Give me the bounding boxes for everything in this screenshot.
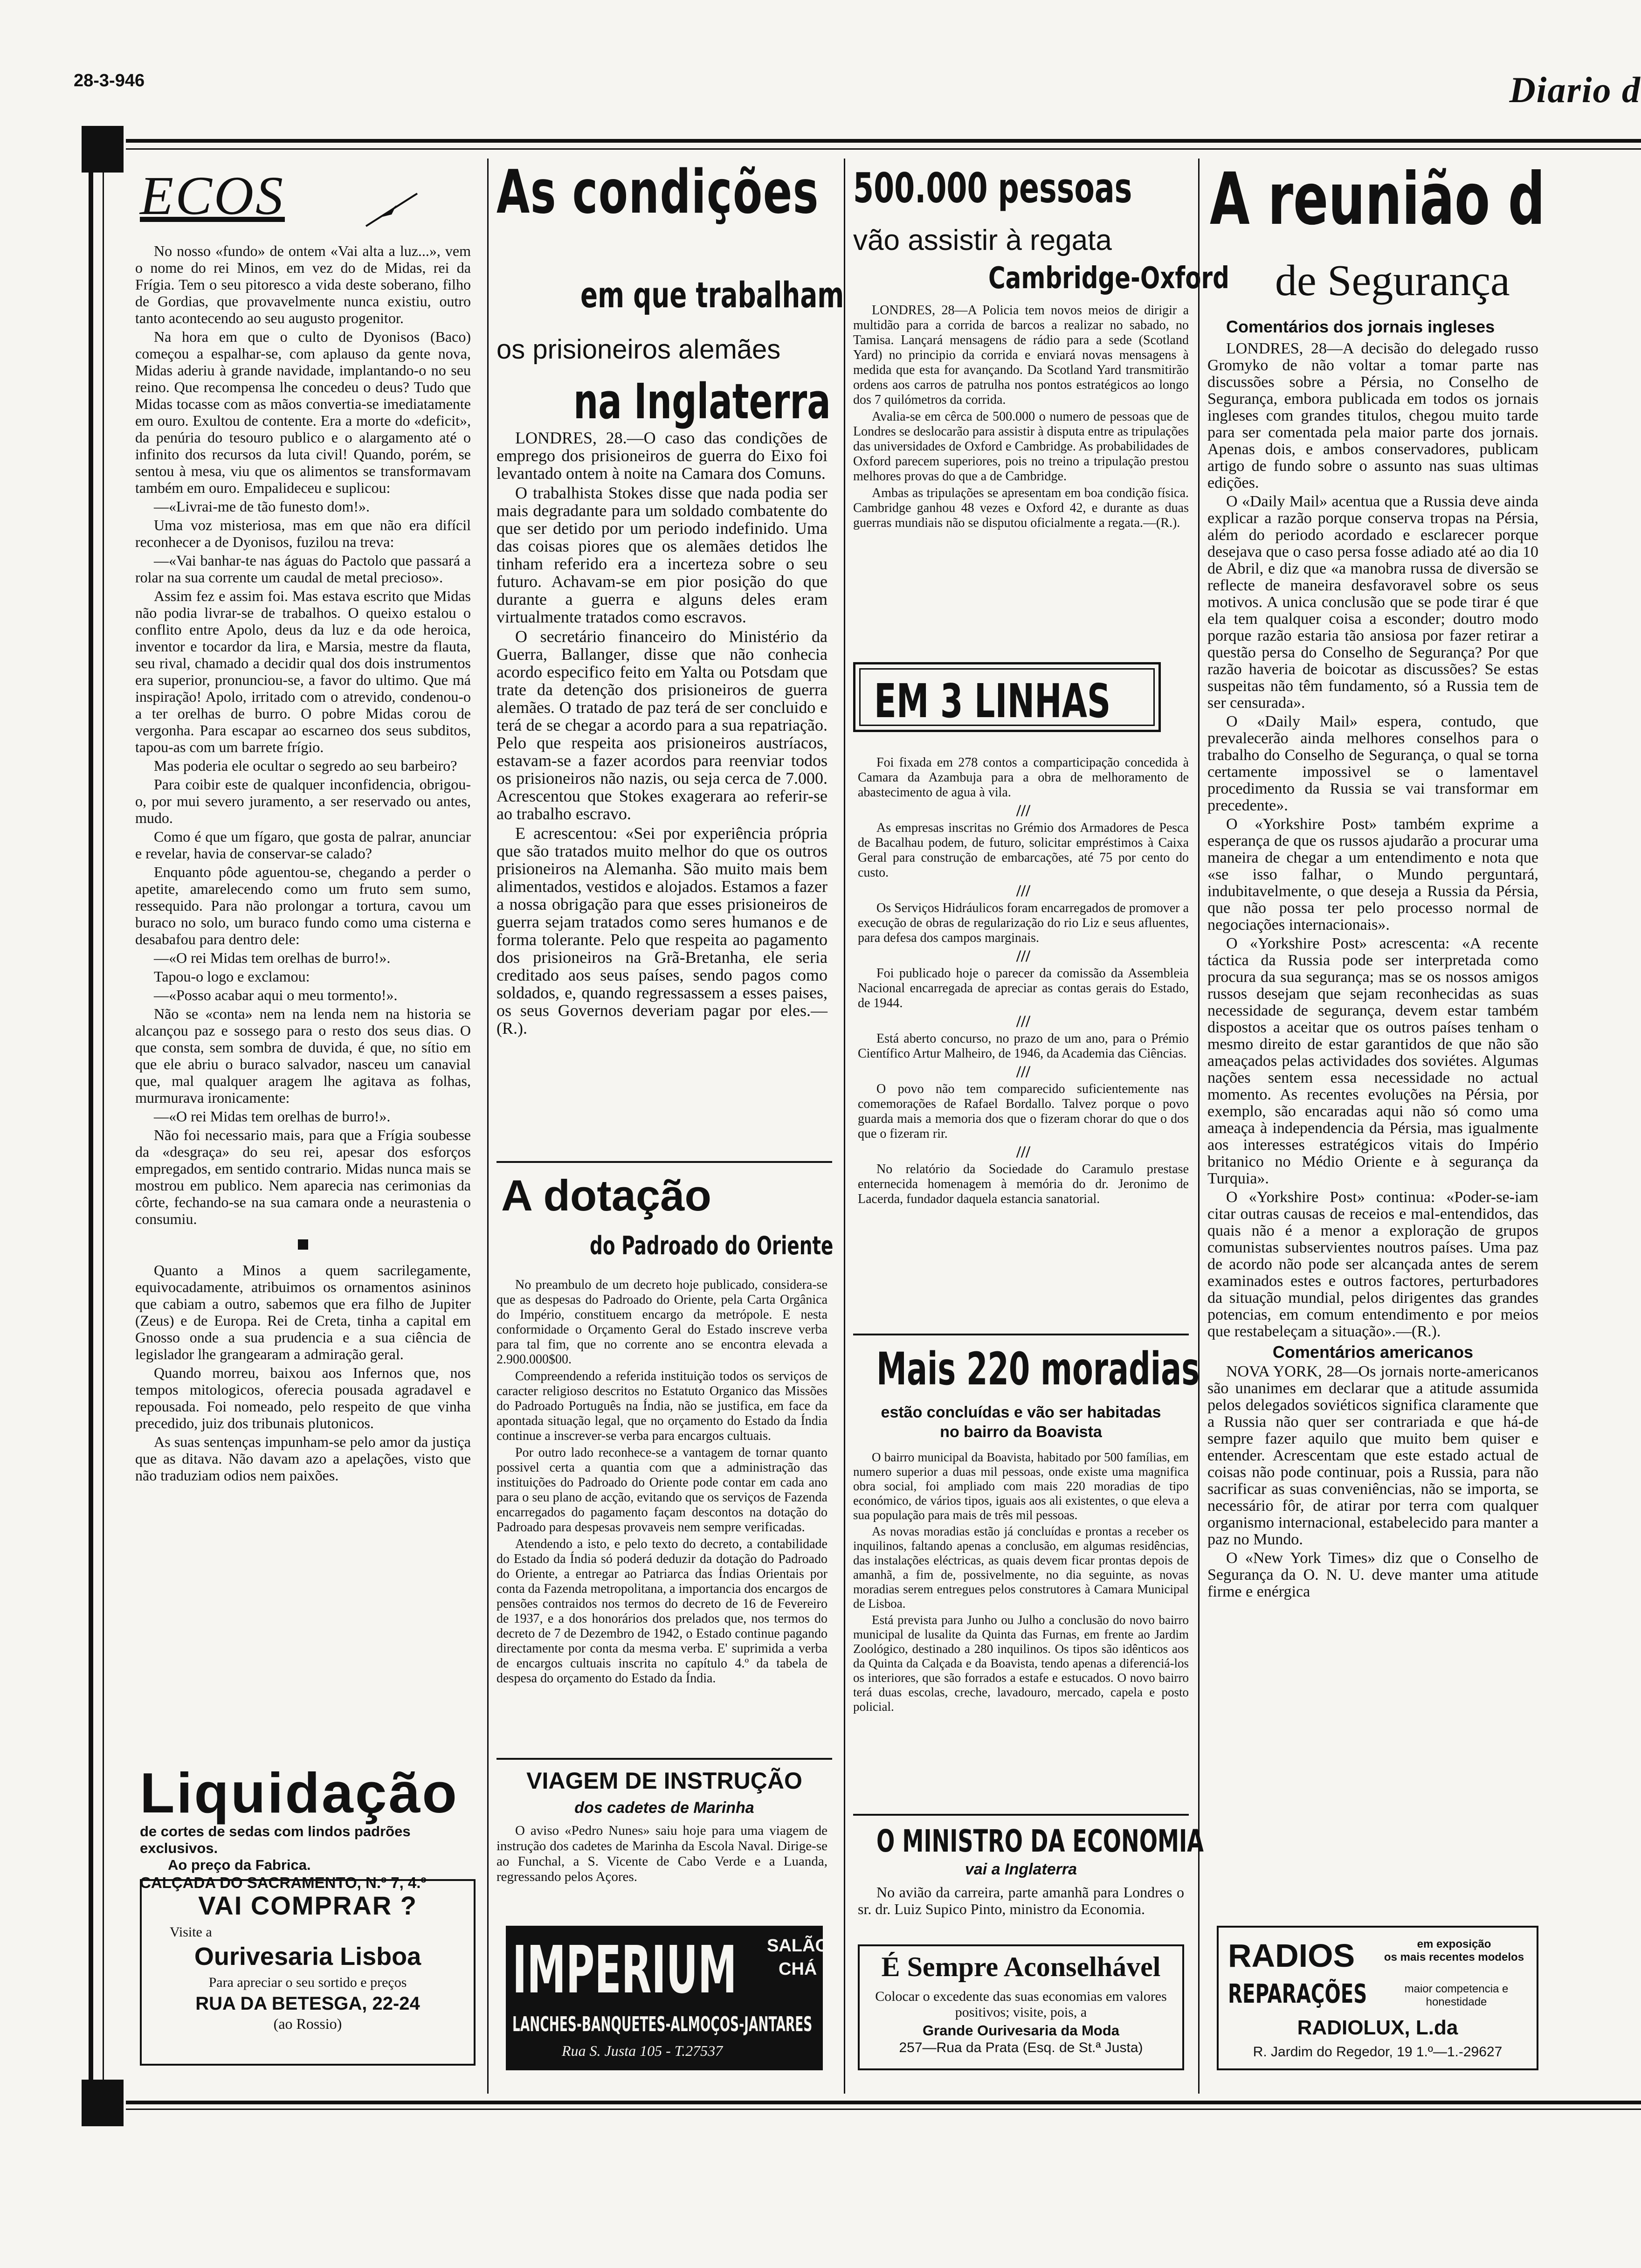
condicoes-paragraph: LONDRES, 28.—O caso das condições de emprego dos prisioneiros de guerra do Eixo foi levantado ontem à noite na Camara dos Comuns. bbox=[496, 429, 827, 483]
ecos-title: ECOS bbox=[140, 165, 285, 226]
dotacao-body bbox=[496, 1278, 827, 1688]
ecos-paragraph: Tapou-o logo e exclamou: bbox=[154, 968, 310, 985]
vai-comprar-shop: Ourivesaria Lisboa bbox=[194, 1943, 421, 1971]
moradias-paragraph: As novas moradias estão já concluídas e prontas a receber os inquilinos, faltando apenas a conclusão, em algumas residências, das instalações eléctricas, as quais devem ficar prontas depois de amanhã, a fim de, possivelmente, no dia seguinte, as novas moradias serem entregues pelos construtores à Camara Municipal de Lisboa. bbox=[853, 1524, 1189, 1611]
reuniao-paragraph: O «Daily Mail» acentua que a Russia deve ainda explicar a razão porque conserva tropas na Pérsia, além do periodo acordado e esclarecer porque desejava que o caso persa fosse adiado até ao dia 10 de Abril, e diz que «a manobra russa de diversão se reflecte de maneira desfavoravel sobre os seus motivos. A unica conclusão que se pode tirar é que ela tem qualquer coisa a esconder; doutro modo porque razão estaria tão ansiosa por fazer retirar a questão persa do Conselho de Segurança? Por que razão haveria de boicotar as discussões? Se estas suspeitas não têm fundamento, só a Russia tem de ser censurada». bbox=[1207, 493, 1538, 712]
ministro-paragraph: No avião da carreira, parte amanhã para Londres o sr. dr. Luiz Supico Pinto, ministro da Economia. bbox=[858, 1884, 1184, 1917]
em3linhas-title: EM 3 LINHAS bbox=[874, 674, 1111, 728]
moradias-title: Mais 220 moradias bbox=[876, 1343, 1200, 1395]
regata-paragraph: LONDRES, 28—A Policia tem novos meios de dirigir a multidão para a corrida de barcos a realizar no sabado, no Tamisa. Lançará mensagens de rádio para a sede (Scotland Yard) no principio da corrida e enviará novas mensagens à medida que esta for avançando. Da Scotland Yard transmitirão ordens aos carros de patrulha nos pontos estratégicos ao longo dos 7 quilómetros da corrida. bbox=[853, 303, 1189, 407]
liquidacao-line1: de cortes de sedas com lindos padrões exclusivos. bbox=[140, 1823, 411, 1856]
moradias-subtitle-2: no bairro da Boavista bbox=[940, 1423, 1102, 1441]
vai-comprar-ad bbox=[140, 1879, 476, 2066]
dotacao-paragraph: Por outro lado reconhece-se a vantagem de tornar quanto possivel certa a quantia com que a administração das instituições do Padroado do Oriente pode contar em cada ano para o seu plano de acção, evitando que os serviços de Fazenda encarregados do pagamento façam descontos na dotação do Padroado para despesas provaveis nem sempre verificadas. bbox=[496, 1445, 827, 1535]
sempre-line2: Grande Ourivesaria da Moda bbox=[922, 2022, 1120, 2039]
ecos-paragraph: —«O rei Midas tem orelhas de burro!». bbox=[154, 1108, 391, 1125]
imperium-salao: SALÃO bbox=[767, 1936, 829, 1956]
imperium-name: IMPERIUM bbox=[512, 1932, 737, 2008]
dotacao-title: A dotação bbox=[501, 1171, 711, 1220]
viagem-paragraph: O aviso «Pedro Nunes» saiu hoje para uma viagem de instrução dos cadetes de Marinha da Escola Naval. Dirige-se ao Funchal, a S. Vicente de Cabo Verde e a Luanda, regressando pelos Açores. bbox=[496, 1823, 827, 1884]
item-separator: /// bbox=[1016, 1142, 1030, 1161]
viagem-subtitle: dos cadetes de Marinha bbox=[574, 1799, 754, 1817]
condicoes-title-1: As condições bbox=[496, 158, 819, 227]
radios-note-1: em exposição bbox=[1417, 1938, 1491, 1950]
condicoes-paragraph: O secretário financeiro do Ministério da Guerra, Ballanger, disse que não conhecia acordo especifico feito em Yalta ou Potsdam que trate da detenção dos prisioneiros de guerra alemães. O tratado de paz terá de ser concluido e terá de se chegar a acordo para a sua repatriação. Pelo que respeita aos prisioneiros austríacos, estavam-se a fazer acordos para reenviar todos os prisioneiros não nazis, ou seja cerca de 7.000. Acrescentou que Stokes exagerara ao referir-se ao trabalho escravo. bbox=[496, 627, 827, 823]
condicoes-body bbox=[496, 429, 827, 1039]
reuniao-body-1 bbox=[1207, 340, 1538, 1602]
ecos-paragraph: Não foi necessario mais, para que a Frígia soubesse da «desgraça» do seu rei, apesar dos esforços empregados, em sentido contrario. Midas nunca mais se mostrou em publico. Nem aparecia nas cerimonias da côrte, fechando-se na sua camara onde a neurastenia o consumiu. bbox=[135, 1127, 471, 1227]
sempre-title: É Sempre Aconselhável bbox=[881, 1951, 1161, 1982]
ministro-subtitle: vai a Inglaterra bbox=[965, 1860, 1077, 1878]
left-border-block-top bbox=[82, 126, 124, 173]
ecos-paragraph: Mas poderia ele ocultar o segredo ao seu barbeiro? bbox=[154, 757, 457, 774]
bottom-rule-thick bbox=[126, 2101, 1641, 2104]
radios-repair-note-1: maior competencia e bbox=[1404, 1983, 1509, 1995]
item-separator: /// bbox=[1016, 1012, 1030, 1030]
liquidacao-ad bbox=[140, 1763, 476, 1892]
imperium-cha: CHÁ bbox=[779, 1959, 817, 1979]
ministro-title: O MINISTRO DA ECONOMIA bbox=[876, 1823, 1204, 1859]
left-border-block-bottom bbox=[82, 2080, 124, 2126]
condicoes-paragraph: O trabalhista Stokes disse que nada podia ser mais degradante para um soldado combatente do que ser detido por um periodo indefinido. Uma das coisas piores que os alemães detidos lhe tinham referido era a incerteza sobre o seu futuro. Achavam-se em pior posição do que durante a guerra e alguns deles eram virtualmente tratados como escravos. bbox=[496, 484, 827, 626]
vai-comprar-title: VAI COMPRAR ? bbox=[198, 1891, 417, 1920]
bottom-rule-thin bbox=[126, 2109, 1641, 2110]
ecos-paragraph: Para coibir este de qualquer inconfidencia, obrigou-o, por mui severo juramento, a ser reservado ou antes, mudo. bbox=[135, 776, 471, 826]
condicoes-paragraph: E acrescentou: «Sei por experiência própria que são tratados muito melhor do que os outros prisioneiros na Alemanha. São muito mais bem alimentados, vestidos e alojados. Estamos a fazer a nossa obrigação para que esses prisioneiros de guerra sejam tratados como seres humanos e de forma tolerante. Pelo que respeita ao pagamento dos prisioneiros na Grã-Bretanha, ele seria creditado aos seus países, sendo pagos como soldados, e, quando regressassem a esses paises, os seus Governos deveriam pagar por eles.—(R.). bbox=[496, 824, 827, 1037]
imperium-ad bbox=[506, 1926, 829, 2070]
em3linhas-item: Os Serviços Hidráulicos foram encarregados de promover a execução de obras de regularização do rio Liz e seus afluentes, para defesa dos campos marginais. bbox=[858, 901, 1189, 945]
ecos-paragraph: Assim fez e assim foi. Mas estava escrito que Midas não podia livrar-se de trabalhos. O queixo estalou o conflito entre Apolo, deus da luz e da ode heroica, inventor e tocardor da lira, e Marsia, mestre da flauta, seu rival, chamado a decidir qual dos dois instrumentos era superior, pronunciou-se, a favor do ultimo. Que má inspiração! Apolo, irritado com o atrevido, condenou-o a ter orelhas de burro. O pobre Midas corou de vergonha. Para escapar ao escarneo dos seus subditos, tapou-as com um barrete frígio. bbox=[135, 588, 471, 755]
moradias-paragraph: Está prevista para Junho ou Julho a conclusão do novo bairro municipal de lusalite da Quinta das Furnas, em frente ao Jardim Zoológico, destinado a 280 inquilinos. Os tipos são idênticos aos da Quinta da Calçada e da Boavista, tendo apenas a diferenciá-los os interiores, que são forrados a estafe e estucados. O novo bairro terá duas escolas, creche, lavadouro, mercado, capela e posto policial. bbox=[853, 1613, 1189, 1714]
dotacao-subtitle: do Padroado do Oriente bbox=[590, 1231, 834, 1260]
reuniao-paragraph: NOVA YORK, 28—Os jornais norte-americanos são unanimes em declarar que a atitude assumida pelos delegados soviéticos significa claramente que a Russia não quer ser contrariada e que há-de sempre fazer aquilo que muito bem quiser e entender. Acrescentam que este estado actual de coisas não pode continuar, pois a Russia, para não sacrificar as suas conveniências, não se importa, se necessário fôr, de atirar por terra com qualquer organismo internacional, estabelecido para manter a paz no Mundo. bbox=[1207, 1363, 1538, 1548]
ecos-body bbox=[135, 242, 471, 1486]
ecos-paragraph: Enquanto pôde aguentou-se, chegando a perder o apetite, amarelecendo como um fruto sem sumo, ressequido. Para não prolongar a tortura, cavou um buraco no solo, um buraco fundo como uma cisterna e desabafou para dentro dele: bbox=[135, 864, 471, 947]
liquidacao-title: Liquidação bbox=[140, 1761, 459, 1825]
reuniao-paragraph: LONDRES, 28—A decisão do delegado russo Gromyko de não voltar a tomar parte nas discussões sobre a Pérsia, no Conselho de Segurança, embora publicada em todos os jornais ingleses com grandes titulos, chegou muito tarde para ser comentada pela maior parte dos jornais. Apenas dois, e ambos conservadores, publicam artigo de fundo sobre o assunto nas suas ultimas edições. bbox=[1207, 340, 1538, 491]
ecos-paragraph: —«O rei Midas tem orelhas de burro!». bbox=[154, 949, 391, 966]
item-separator: /// bbox=[1016, 881, 1030, 900]
em3linhas-item: Foi fixada em 278 contos a comparticipação concedida à Camara da Azambuja para a obra de melhoramento de abastecimento de agua à vila. bbox=[858, 755, 1189, 800]
radios-note-2: os mais recentes modelos bbox=[1384, 1951, 1524, 1964]
col-divider-1 bbox=[487, 159, 489, 2094]
page-date: 28-3-946 bbox=[74, 71, 145, 90]
liquidacao-line3: CALÇADA DO SACRAMENTO, N.º 7, 4.º bbox=[140, 1874, 427, 1891]
newspaper-name: Diario d bbox=[1509, 69, 1641, 110]
condicoes-title-3: os prisioneiros alemães bbox=[496, 334, 781, 365]
ecos-paragraph: Na hora em que o culto de Dyonisos (Baco) começou a espalhar-se, com aplauso da gente nova, Midas aderiu à grande navidade, implantando-o no seu reino. Que recompensa lhe concedeu o deus? Tudo que Midas tocasse com as mãos convertia-se imediatamente em ouro. Exultou de contente. Era a morte do «deficit», da penúria do tesouro publico e o alargamento até o infinito dos recursos da luta civil! Quando, porém, se sentou à mesa, viu que os alimentos se transformavam também em ouro. Empalideceu e suplicou: bbox=[135, 328, 471, 496]
quill-pen-icon bbox=[364, 191, 420, 230]
em3linhas-item: Está aberto concurso, no prazo de um ano, para o Prémio Científico Artur Malheiro, de 1946, da Academia das Ciências. bbox=[858, 1031, 1189, 1061]
col-divider-3 bbox=[1198, 159, 1200, 2094]
item-separator: /// bbox=[1016, 801, 1030, 820]
regata-title-3: Cambridge-Oxford bbox=[988, 261, 1229, 296]
radios-title: RADIOS bbox=[1228, 1937, 1355, 1974]
ministro-body bbox=[858, 1884, 1184, 1919]
imperium-services: LANCHES-BANQUETES-ALMOÇOS-JANTARES bbox=[512, 2012, 813, 2036]
reuniao-paragraph: O «Yorkshire Post» também exprime a esperança de que os russos ajudarão a procurar uma maneira de chegar a um entendimento e nota que «se isso falhar, o Mundo perguntará, indubitavelmente, o que deseja a Russia da Pérsia, que não possa ter pelo processo normal de negociações internacionais». bbox=[1207, 816, 1538, 933]
vai-comprar-address: RUA DA BETESGA, 22-24 bbox=[195, 1993, 420, 2014]
reuniao-subhead-1: Comentários dos jornais ingleses bbox=[1226, 317, 1495, 336]
col-divider-2 bbox=[844, 159, 845, 2094]
em3linhas-item: As empresas inscritas no Grémio dos Armadores de Pesca de Bacalhau podem, de futuro, solicitar empréstimos à Caixa Geral para construção de embarcações, até 75 por cento do custo. bbox=[858, 821, 1189, 880]
top-rule-thin bbox=[126, 148, 1641, 150]
condicoes-title-2: em que trabalham bbox=[580, 274, 844, 316]
divider-rule bbox=[853, 1814, 1189, 1816]
sempre-ad bbox=[858, 1944, 1184, 2070]
reuniao-paragraph: O «New York Times» diz que o Conselho de Segurança da O. N. U. deve manter uma atitude firme e enérgica bbox=[1207, 1549, 1538, 1600]
radios-repair-note-2: honestidade bbox=[1426, 1996, 1487, 2008]
em3linhas-body bbox=[858, 755, 1189, 1209]
reuniao-title-2: de Segurança bbox=[1275, 256, 1510, 305]
sempre-line1: Colocar o excedente das suas economias em valores positivos; visite, pois, a bbox=[875, 1989, 1167, 2020]
vai-comprar-near: (ao Rossio) bbox=[273, 2015, 342, 2032]
reuniao-paragraph: O «Yorkshire Post» continua: «Poder-se-iam citar outras causas de receios e mal-entendidos, das quais não é a menor a exploração de grupos comunistas subservientes noutros países. Uma paz de acordo não pode ser alcançada antes de serem examinados estes e outros factores, perturbadores da situação mundial, pelos dirigentes das grandes potencias, em comum entendimento e por meios que restabeleçam a situação».—(R.). bbox=[1207, 1189, 1538, 1340]
reuniao-title-1: A reunião d bbox=[1210, 158, 1545, 241]
regata-paragraph: Ambas as tripulações se apresentam em boa condição física. Cambridge ganhou 48 vezes e Oxford 42, e durante as duas guerras mundiais não se disputou oficialmente a regata.—(R.). bbox=[853, 486, 1189, 530]
sempre-line3: 257—Rua da Prata (Esq. de St.ª Justa) bbox=[899, 2040, 1143, 2055]
reuniao-paragraph: O «Daily Mail» espera, contudo, que prevalecerão ainda melhores conselhos para o trabalho do Conselho de Segurança, o qual se torna certamente impossivel se o lamentavel procedimento da Russia se vai transformar em precedente». bbox=[1207, 713, 1538, 814]
moradias-subtitle-1: estão concluídas e vão ser habitadas bbox=[881, 1404, 1161, 1421]
ecos-paragraph: Quando morreu, baixou aos Infernos que, nos tempos mitologicos, oferecia pousada agradavel e repousada. Foi nomeado, pelo respeito de que vinha precedido, juiz dos tribunais plutonicos. bbox=[135, 1364, 471, 1431]
ecos-paragraph: No nosso «fundo» de ontem «Vai alta a luz...», vem o nome do rei Minos, em vez do de Midas, rei da Frígia. Tem o seu pitoresco a vida deste soberano, filho de Gordias, que provavelmente nunca existiu, outro tanto acontecendo ao seu augusto progenitor. bbox=[135, 242, 471, 326]
top-rule-thick bbox=[126, 139, 1641, 143]
ecos-paragraph: Como é que um fígaro, que gosta de palrar, anunciar e revelar, havia de conservar-se calado? bbox=[135, 828, 471, 862]
vai-comprar-visite: Visite a bbox=[170, 1924, 212, 1940]
em3linhas-item: No relatório da Sociedade do Caramulo prestase enternecida homenagem à memória do dr. Jeronimo de Lacerda, fundador daquela estancia sanatorial. bbox=[858, 1162, 1189, 1206]
ecos-paragraph: As suas sentenças impunham-se pelo amor da justiça que as ditava. Não davam azo a apelações, visto que não traduziam odios nem paixões. bbox=[135, 1433, 471, 1484]
dotacao-paragraph: Atendendo a isto, e pelo texto do decreto, a contabilidade do Estado da Índia só poderá deduzir da dotação do Padroado do Oriente, a entregar ao Patriarca das Índias Orientais por conta da Fazenda metropolitana, a importancia dos encargos de pensões contraidos nos termos do decreto de 16 de Fevereiro de 1937, e a dos honorários dos prelados que, nos termos do decreto de 7 de Dezembro de 1942, o Estado continue pagando directamente por conta da mesma verba. E' suprimida a verba de encargos cultuais inscrita no capítulo 4.º da tabela de despesa do orçamento do Estado da Índia. bbox=[496, 1537, 827, 1686]
item-separator: /// bbox=[1016, 947, 1030, 965]
dotacao-paragraph: Compreendendo a referida instituição todos os serviços de caracter religioso descritos no Estatuto Organico das Missões do Padroado Português na Índia, não se justifica, em face da apontada situação legal, que no orçamento do Estado da Índia continue a inscrever-se verba para encargos cultuais. bbox=[496, 1369, 827, 1443]
vai-comprar-desc: Para apreciar o seu sortido e preços bbox=[208, 1975, 407, 1990]
ecos-paragraph: —«Posso acabar aqui o meu tormento!». bbox=[154, 987, 398, 1003]
section-bullet-icon bbox=[298, 1239, 308, 1250]
ecos-paragraph: Uma voz misteriosa, mas em que não era difícil reconhecer a de Dyonisos, fuzilou na treva: bbox=[135, 517, 471, 550]
ecos-paragraph: —«Vai banhar-te nas águas do Pactolo que passará a rolar na sua corrente um caudal de metal precioso». bbox=[135, 552, 471, 586]
reuniao-paragraph: O «Yorkshire Post» acrescenta: «A recente táctica da Russia pode ser interpretada como procura da sua segurança; mas se os nossos amigos russos desejam que sejam reconhecidas as suas necessidade de segurança, devem estar também dispostos a aceitar que os outros países tenham o mesmo direito de estar garantidos de que não são ameaçados pelas actividades dos soviétes. Algumas nações sentem essa necessidade no actual momento. As recentes evoluções na Pérsia, por exemplo, são encaradas aqui não só como uma ameaça à independencia da Pérsia, mas igualmente aos interesses estratégicos vitais do Império britanico no Médio Oriente e à segurança da Turquia». bbox=[1207, 935, 1538, 1187]
moradias-paragraph: O bairro municipal da Boavista, habitado por 500 famílias, em numero superior a duas mil pessoas, onde existe uma magnifica obra social, foi ampliado com mais 220 moradias de tipo económico, de vários tipos, iguais aos ali existentes, o que eleva a sua população para mais de três mil pessoas. bbox=[853, 1450, 1189, 1522]
imperium-address: Rua S. Justa 105 - T.27537 bbox=[562, 2042, 723, 2059]
radios-company: RADIOLUX, L.da bbox=[1297, 2016, 1458, 2039]
viagem-body bbox=[496, 1823, 827, 1887]
condicoes-title-4: na Inglaterra bbox=[573, 373, 831, 430]
ecos-paragraph: —«Livrai-me de tão funesto dom!». bbox=[154, 498, 370, 515]
radios-repair: REPARAÇÕES bbox=[1228, 1979, 1367, 2009]
left-border-line-inner bbox=[103, 173, 104, 2084]
divider-rule bbox=[496, 1758, 832, 1760]
radios-address: R. Jardim do Regedor, 19 1.º—1.-29627 bbox=[1253, 2044, 1503, 2060]
divider-rule bbox=[853, 1334, 1189, 1335]
ecos-paragraph: Não se «conta» nem na lenda nem na historia se alcançou paz e sossego para o resto dos seus dias. O que consta, sem sombra de duvida, é que, no sítio em que ele abriu o buraco salvador, nasceu um canavial que, mal qualquer aragem lhe agitava as folhas, murmurava ironicamente: bbox=[135, 1005, 471, 1106]
divider-rule bbox=[496, 1161, 832, 1163]
em3linhas-heading bbox=[853, 662, 1161, 732]
moradias-body bbox=[853, 1450, 1189, 1716]
em3linhas-item: Foi publicado hoje o parecer da comissão da Assembleia Nacional encarregada de apreciar as contas gerais do Estado, de 1944. bbox=[858, 966, 1189, 1010]
regata-body bbox=[853, 303, 1189, 532]
radios-ad bbox=[1217, 1926, 1538, 2070]
regata-title-1: 500.000 pessoas bbox=[853, 164, 1132, 212]
ecos-paragraph: Quanto a Minos a quem sacrilegamente, equivocadamente, atribuimos os ornamentos asininos que cabiam a outro, sabemos que era filho de Jupiter (Zeus) e de Europa. Rei de Creta, tinha a capital em Gnosso onde a sua prudencia e a sua ciência de legislador lhe grangearam a admiração geral. bbox=[135, 1262, 471, 1362]
regata-paragraph: Avalia-se em cêrca de 500.000 o numero de pessoas que de Londres se deslocarão para assistir à disputa entre as tripulações das universidades de Oxford e Cambridge. As probabilidades de Oxford parecem superiores, pois no treino a tripulação prestou melhores provas do que a de Cambridge. bbox=[853, 409, 1189, 484]
left-border-line bbox=[89, 173, 93, 2084]
item-separator: /// bbox=[1016, 1062, 1030, 1081]
viagem-title: VIAGEM DE INSTRUÇÃO bbox=[526, 1768, 802, 1794]
reuniao-subhead-2: Comentários americanos bbox=[1272, 1342, 1474, 1362]
liquidacao-line2: Ao preço da Fabrica. bbox=[168, 1857, 311, 1873]
regata-title-2: vão assistir à regata bbox=[853, 224, 1112, 256]
dotacao-paragraph: No preambulo de um decreto hoje publicado, considera-se que as despesas do Padroado do Oriente, pela Carta Orgânica do Império, constituem encargo da metrópole. E nesta conformidade o Orçamento Geral do Estado inscreve verba para tal fim, que no corrente ano se encontra elevada a 2.900.000$00. bbox=[496, 1278, 827, 1367]
em3linhas-item: O povo não tem comparecido suficientemente nas comemorações de Rafael Bordallo. Talvez porque o povo guarda mais a memoria dos que o fizeram chorar do que o dos que o fizeram rir. bbox=[858, 1082, 1189, 1141]
